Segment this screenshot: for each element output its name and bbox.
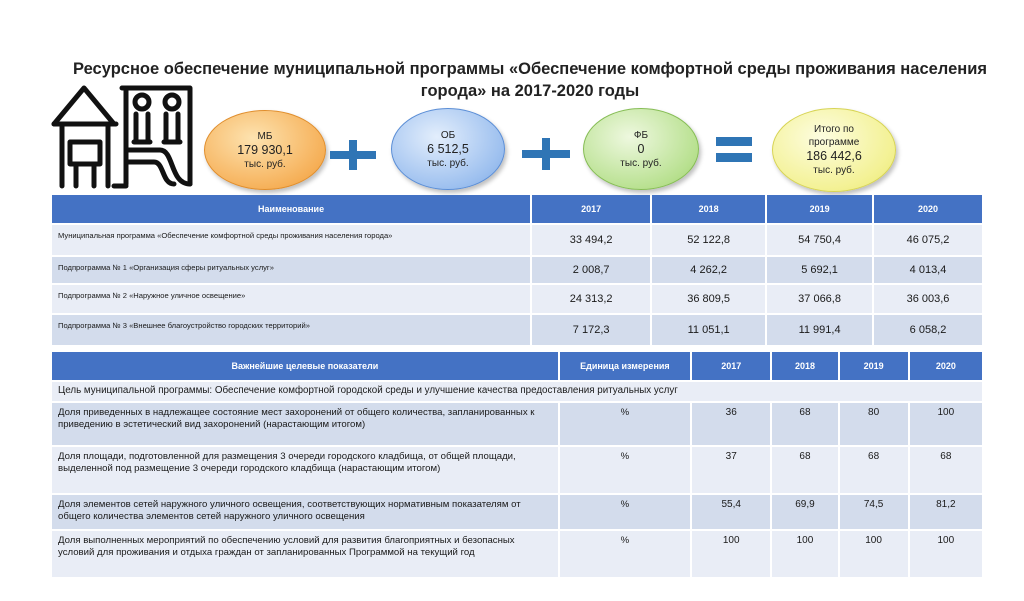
column-header: 2017 [532, 195, 650, 223]
total-bubble [772, 108, 896, 192]
column-header: 2018 [652, 195, 765, 223]
title-line-1: Ресурсное обеспечение муниципальной программы «Обеспечение комфортной среды проживания населения [73, 60, 987, 78]
indicator-name: Доля элементов сетей наружного уличного освещения, соответствующих нормативным показателям от общего количества элементов сетей наружного уличного освещения [52, 495, 558, 529]
row-name: Подпрограмма № 2 «Наружное уличное освещение» [52, 285, 530, 313]
column-header: Наименование [52, 195, 530, 223]
cell-unit: % [560, 531, 690, 577]
indicator-name: Доля площади, подготовленной для размещения 3 очереди городского кладбища, от общей площади, выделенной под размещение 3 очереди городского кладбища (нарастающим итогом) [52, 447, 558, 493]
cell-value: 36 003,6 [874, 285, 982, 313]
column-header: 2020 [874, 195, 982, 223]
bubble-label: ФБ [633, 129, 649, 141]
regional-budget-bubble [391, 108, 505, 190]
bubble-unit: тыс. руб. [620, 157, 662, 169]
cell-value: 74,5 [840, 495, 908, 529]
bubble-value: 179 930,1 [237, 142, 293, 157]
cell-value: 68 [772, 447, 837, 493]
column-header: 2020 [910, 352, 982, 380]
cell-value: 36 [692, 403, 770, 445]
table-row [52, 285, 982, 313]
table-row [52, 257, 982, 283]
cell-value: 100 [772, 531, 837, 577]
title-line-2: города» на 2017-2020 годы [420, 82, 640, 100]
cell-value: 4 013,4 [874, 257, 982, 283]
plus-icon [522, 138, 570, 170]
cell-value: 54 750,4 [767, 225, 872, 255]
bubble-value: 0 [637, 141, 645, 156]
cell-value: 100 [910, 531, 982, 577]
cell-value: 7 172,3 [532, 315, 650, 345]
cell-value: 100 [910, 403, 982, 445]
equals-icon [716, 137, 752, 163]
cell-unit: % [560, 495, 690, 529]
cell-value: 68 [840, 447, 908, 493]
cell-value: 46 075,2 [874, 225, 982, 255]
column-header: 2019 [767, 195, 872, 223]
table-row [52, 495, 982, 529]
bubble-value: 186 442,6 [806, 149, 862, 163]
bubble-unit: тыс. руб. [813, 165, 855, 176]
cell-value: 68 [910, 447, 982, 493]
cell-value: 100 [692, 531, 770, 577]
cell-value: 69,9 [772, 495, 837, 529]
finance-table [50, 193, 984, 347]
row-name: Муниципальная программа «Обеспечение комфортной среды проживания населения города» [52, 225, 530, 255]
cell-value: 6 058,2 [874, 315, 982, 345]
bubble-label: МБ [257, 130, 273, 142]
cell-value: 37 [692, 447, 770, 493]
cell-value: 2 008,7 [532, 257, 650, 283]
cell-value: 4 262,2 [652, 257, 765, 283]
column-header: 2019 [840, 352, 908, 380]
cell-unit: % [560, 403, 690, 445]
cell-value: 80 [840, 403, 908, 445]
column-header: 2017 [692, 352, 770, 380]
indicator-name: Доля выполненных мероприятий по обеспечению условий для развития благоприятных и безопасных условий для проживания и отдыха граждан от запланированных Программой на текущий год [52, 531, 558, 577]
row-name: Подпрограмма № 3 «Внешнее благоустройство городских территорий» [52, 315, 530, 345]
table-row [52, 447, 982, 493]
program-goal: Цель муниципальной программы: Обеспечение комфортной городской среды и улучшение качества предоставления ритуальных услуг [52, 382, 982, 401]
cell-value: 52 122,8 [652, 225, 765, 255]
column-header: Важнейшие целевые показатели [52, 352, 558, 380]
cell-value: 11 991,4 [767, 315, 872, 345]
goal-row [52, 382, 982, 401]
indicators-table [50, 350, 984, 579]
indicator-name: Доля приведенных в надлежащее состояние мест захоронений от общего количества, запланированных к приведению в эстетический вид захоронений (нарастающим итогом) [52, 403, 558, 445]
table-row [52, 531, 982, 577]
page-title [70, 58, 990, 102]
cell-value: 55,4 [692, 495, 770, 529]
cell-unit: % [560, 447, 690, 493]
cell-value: 36 809,5 [652, 285, 765, 313]
cell-value: 5 692,1 [767, 257, 872, 283]
column-header: Единица измерения [560, 352, 690, 380]
federal-budget-bubble [583, 108, 699, 190]
bubble-label: Итого по [814, 124, 854, 135]
cell-value: 33 494,2 [532, 225, 650, 255]
local-budget-bubble [204, 110, 326, 190]
cell-value: 100 [840, 531, 908, 577]
cell-value: 81,2 [910, 495, 982, 529]
bubble-label: ОБ [440, 129, 456, 141]
table-header-row [52, 352, 982, 380]
table-header-row [52, 195, 982, 223]
bubble-unit: тыс. руб. [427, 157, 469, 169]
playground-icon [50, 80, 196, 190]
bubble-value: 6 512,5 [427, 141, 469, 156]
cell-value: 37 066,8 [767, 285, 872, 313]
table-row [52, 315, 982, 345]
cell-value: 11 051,1 [652, 315, 765, 345]
plus-icon [330, 140, 376, 170]
table-row [52, 225, 982, 255]
cell-value: 24 313,2 [532, 285, 650, 313]
row-name: Подпрограмма № 1 «Организация сферы ритуальных услуг» [52, 257, 530, 283]
table-row [52, 403, 982, 445]
cell-value: 68 [772, 403, 837, 445]
bubble-label-2: программе [808, 137, 860, 148]
bubble-unit: тыс. руб. [244, 158, 286, 170]
column-header: 2018 [772, 352, 837, 380]
